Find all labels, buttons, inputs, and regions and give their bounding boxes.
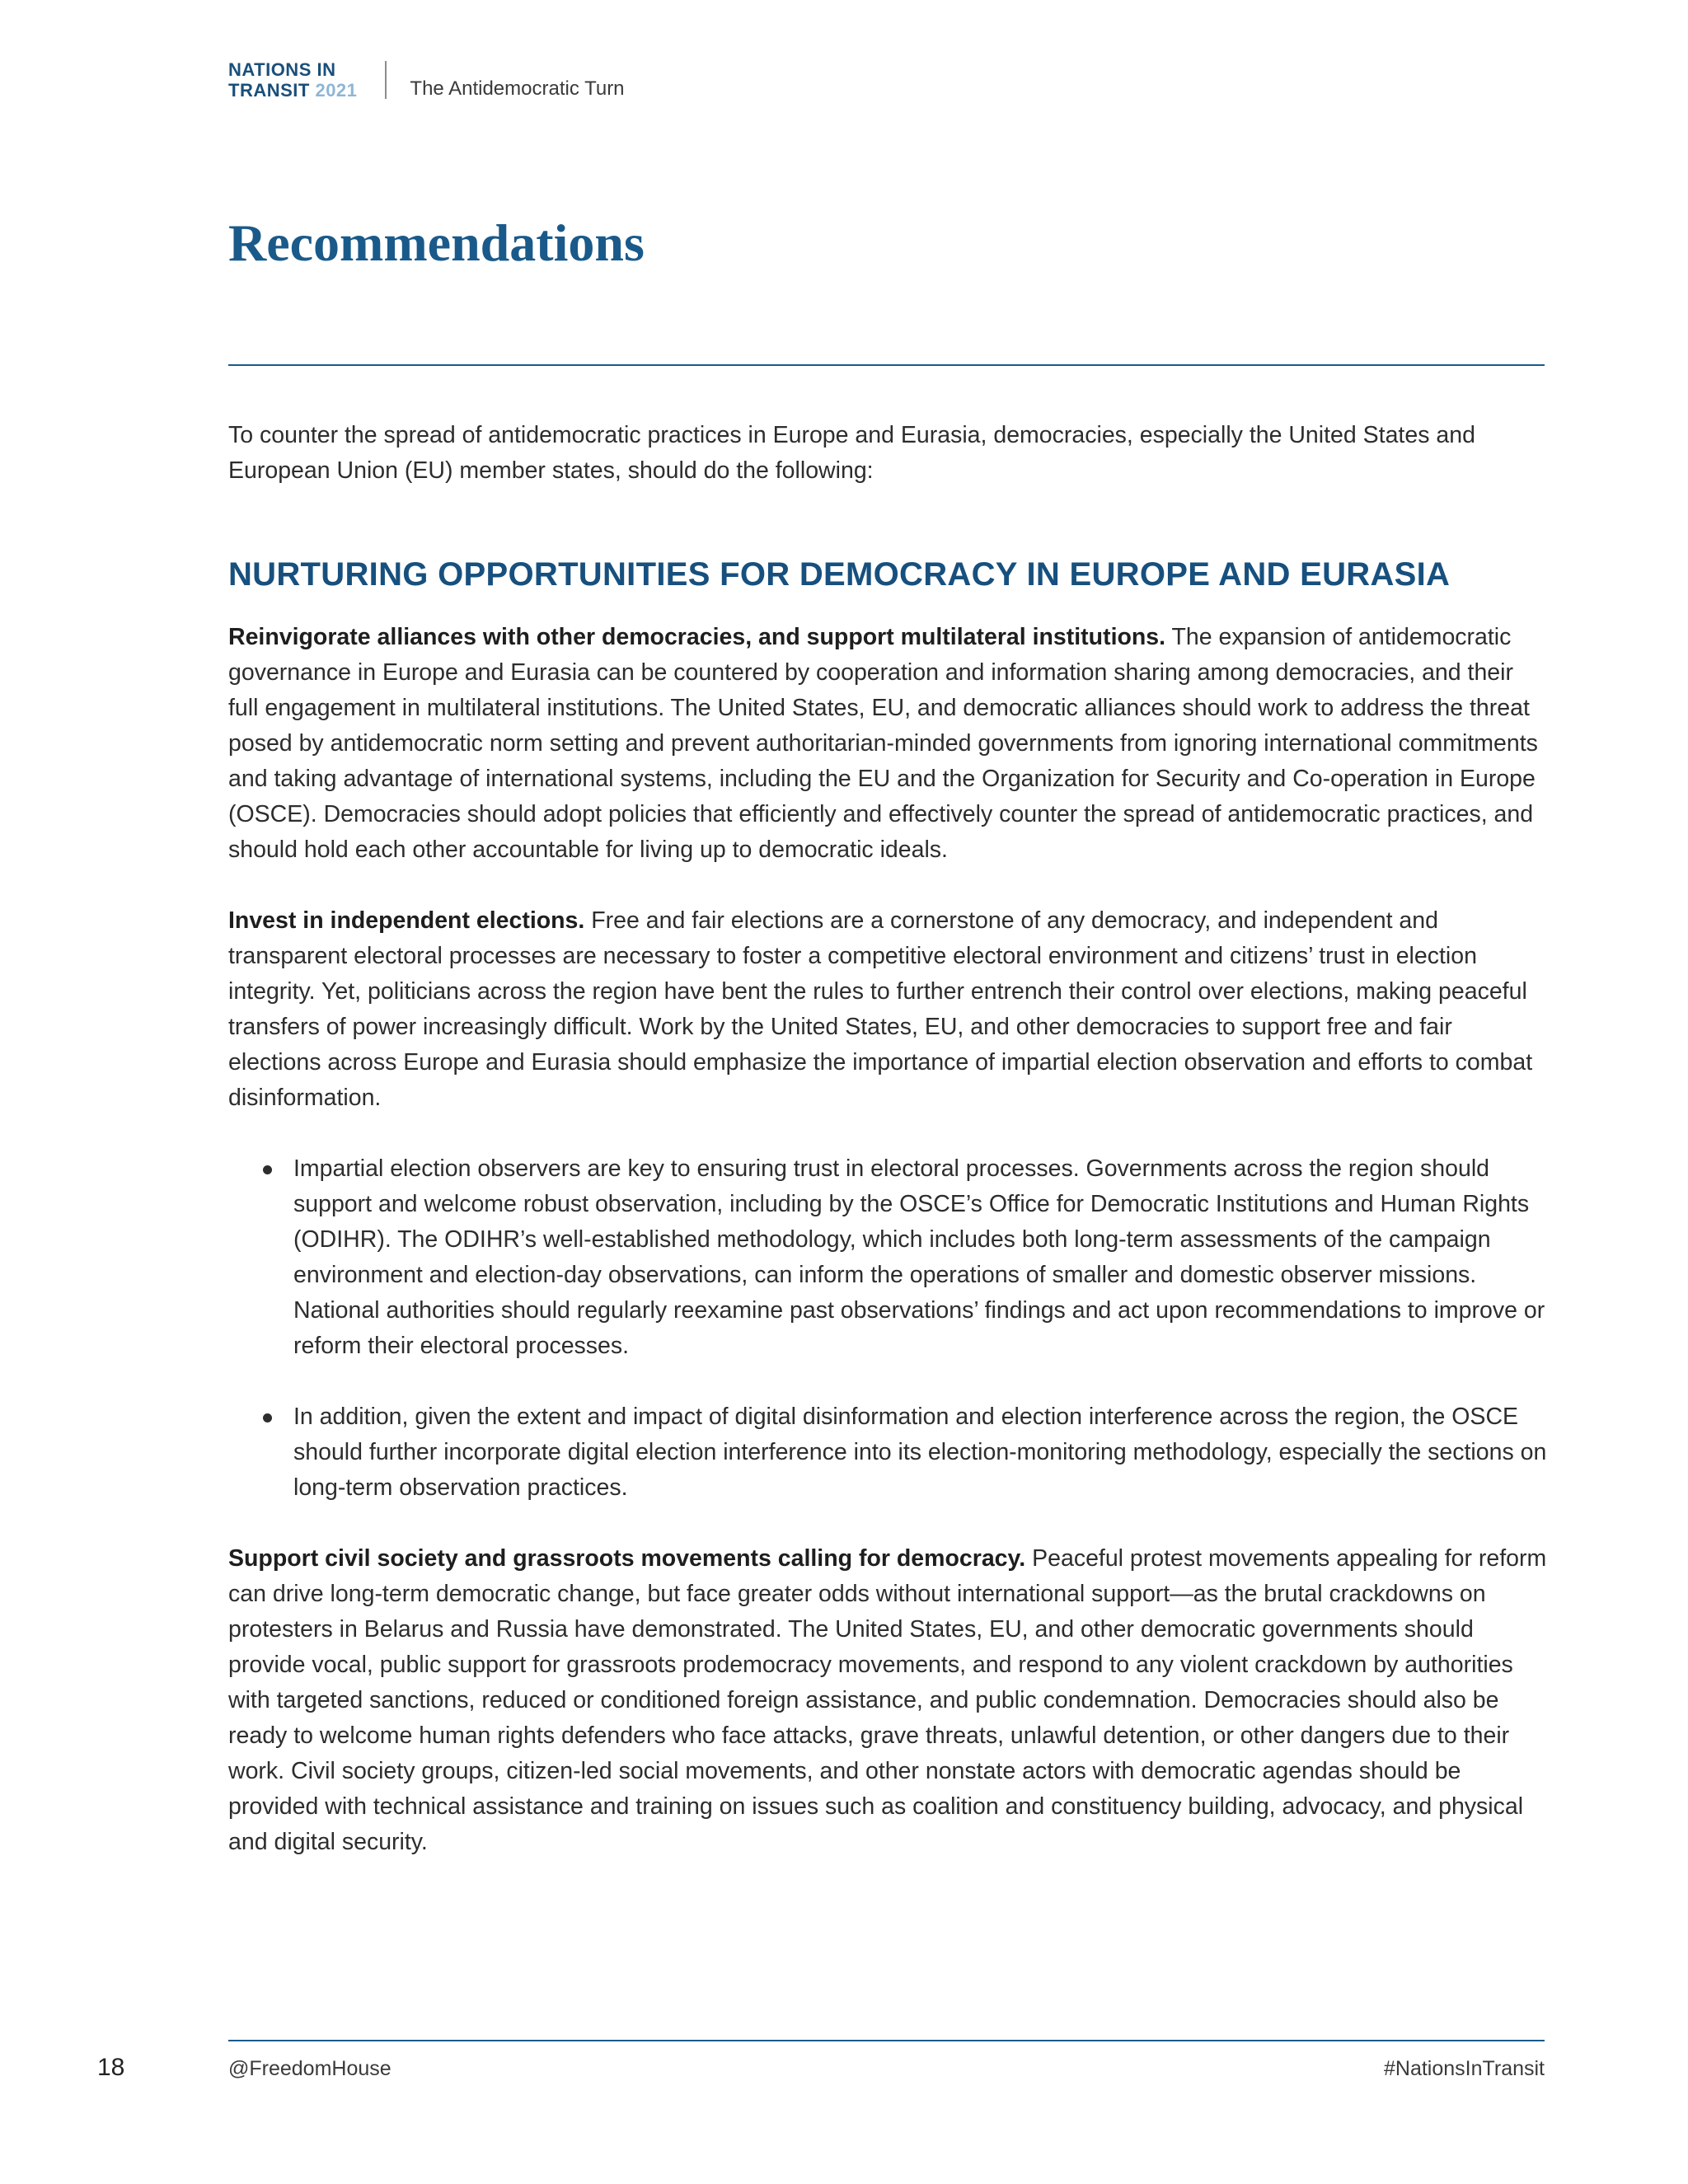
header-divider: [385, 61, 387, 99]
intro-paragraph: To counter the spread of antidemocratic practices in Europe and Eurasia, democracies, especially the United States and European Union (EU) member states, should do the following:: [228, 422, 1475, 484]
bullet-icon: [263, 1413, 272, 1422]
nations-in-transit-logo: [228, 59, 357, 101]
list-item-text: In addition, given the extent and impact of digital disinformation and election interference across the region, the OSCE should further incorporate digital election interference into its election-monitoring methodology, especially the sections on long-term observation practices.: [293, 1404, 1547, 1501]
list-item: [228, 1151, 1547, 1364]
logo-word-transit: TRANSIT: [228, 80, 310, 101]
footer-rule: [228, 2040, 1545, 2041]
list-item: [228, 1399, 1547, 1506]
logo-line-1: NATIONS IN: [228, 59, 336, 80]
logo-year: 2021: [315, 80, 358, 101]
paragraph-text: The expansion of antidemocratic governance in Europe and Eurasia can be countered by cooperation and information sharing among democracies, and their full engagement in multilateral institutions. The United States, EU, and democratic alliances should work to address the threat posed by antidemocratic norm setting and prevent authoritarian-minded governments from ignoring international commitments and taking advantage of international systems, including the EU and the Organization for Security and Co-operation in Europe (OSCE). Democracies should adopt policies that efficiently and effectively counter the spread of antidemocratic practices, and should hold each other accountable for living up to democratic ideals.: [228, 624, 1538, 863]
paragraph-civil-society: [228, 1541, 1547, 1860]
bullet-icon: [263, 1165, 272, 1174]
main-content: [228, 418, 1547, 1896]
paragraph-lead: Support civil society and grassroots movements calling for democracy.: [228, 1545, 1026, 1572]
page-number: 18: [97, 2054, 125, 2081]
section-heading: NURTURING OPPORTUNITIES FOR DEMOCRACY IN EUROPE AND EURASIA: [228, 556, 1451, 593]
paragraph-lead: Invest in independent elections.: [228, 907, 585, 934]
list-item-text: Impartial election observers are key to ensuring trust in electoral processes. Governments across the region should support and welcome robust observation, including by the OSCE’s Office for Democratic Institutions and Human Rights (ODIHR). The ODIHR’s well-established methodology, which includes both long-term assessments of the campaign environment and election-day observations, can inform the operations of smaller and domestic observer missions. National authorities should regularly reexamine past observations’ findings and act upon recommendations to improve or reform their electoral processes.: [293, 1155, 1545, 1359]
paragraph-lead: Reinvigorate alliances with other democracies, and support multilateral institutions.: [228, 624, 1166, 650]
paragraph-text: Peaceful protest movements appealing for reform can drive long-term democratic change, but face greater odds without international support—as the brutal crackdowns on protesters in Belarus and Russia have demonstrated. The United States, EU, and other democratic governments should provide vocal, public support for grassroots prodemocracy movements, and respond to any violent crackdown by authorities with targeted sanctions, reduced or conditioned foreign assistance, and public condemnation. Democracies should also be ready to welcome human rights defenders who face attacks, grave threats, unlawful detention, or other dangers due to their work. Civil society groups, citizen-led social movements, and other nonstate actors with democratic agendas should be provided with technical assistance and training on issues such as coalition and constituency building, advocacy, and physical and digital security.: [228, 1545, 1547, 1855]
bullet-list: [228, 1151, 1547, 1506]
logo-line-2: [228, 80, 357, 101]
report-title: The Antidemocratic Turn: [410, 77, 625, 100]
paragraph-text: Free and fair elections are a cornerstone of any democracy, and independent and transparent electoral processes are necessary to foster a competitive electoral environment and citizens’ trust in election integrity. Yet, politicians across the region have bent the rules to further entrench their control over elections, making peaceful transfers of power increasingly difficult. Work by the United States, EU, and other democracies to support free and fair elections across Europe and Eurasia should emphasize the importance of impartial election observation and efforts to combat disinformation.: [228, 907, 1533, 1111]
paragraph-elections: [228, 903, 1547, 1116]
title-rule: [228, 364, 1545, 366]
paragraph-alliances: [228, 620, 1547, 868]
page-title: Recommendations: [228, 213, 645, 272]
footer-social-handle: @FreedomHouse: [228, 2057, 392, 2080]
page-header: [228, 59, 625, 101]
footer-hashtag: #NationsInTransit: [1384, 2057, 1545, 2080]
